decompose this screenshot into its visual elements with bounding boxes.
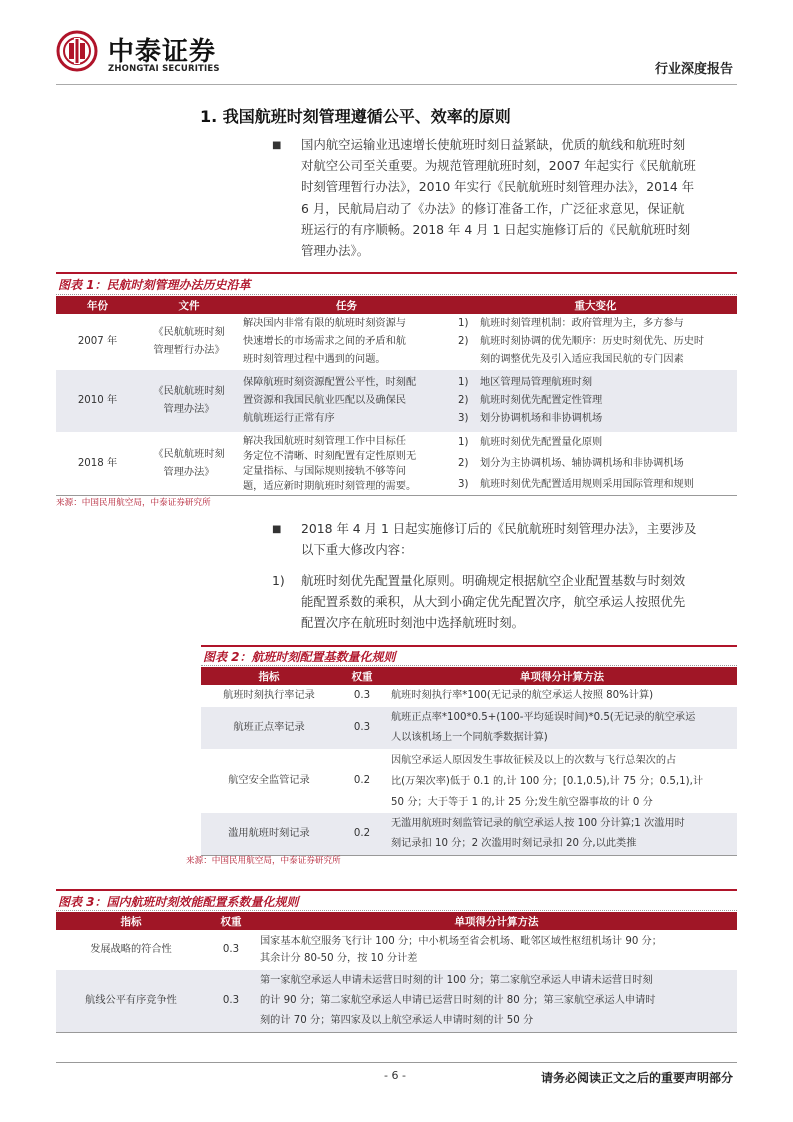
cell-weight: 0.3 [206, 970, 256, 1032]
table1-source: 来源：中国民用航空局，中泰证券研究所 [56, 498, 211, 508]
efficiency-quantification-table [56, 912, 737, 1033]
para-line: 时刻管理暂行办法》，2010 年实行《民航航班时刻管理办法》，2014 年 [301, 179, 695, 195]
cell-year: 2007 年 [77, 336, 118, 347]
table-row [201, 813, 737, 855]
col-header-task: 任务 [239, 296, 454, 314]
para-line: 班运行的有序顺畅。2018 年 4 月 1 日起实施修订后的《民航航班时刻 [301, 221, 691, 237]
col-header-weight: 权重 [206, 912, 256, 930]
item1-paragraph [301, 570, 741, 634]
cell-task: 解决我国航班时刻管理工作中目标任 务定位不清晰、时刻配置有定性原则无 定量指标、与国际规则接轨不够等问 题，适应新时期航班时刻管理的需要。 [243, 435, 417, 492]
chart1-title: 图表 1：民航时刻管理办法历史沿革 [58, 278, 251, 292]
chart3-title: 图表 3：国内航班时刻效能配置系数量化规则 [58, 895, 299, 909]
col-header-doc: 文件 [139, 296, 239, 314]
section-title: 1. 我国航班时刻管理遵循公平、效率的原则 [200, 107, 511, 126]
table-row [56, 314, 737, 370]
table-row [56, 370, 737, 432]
history-table [56, 296, 737, 496]
col-header-indicator: 指标 [201, 667, 337, 685]
para-line: 2018 年 4 月 1 日起实施修订后的《民航航班时刻管理办法》，主要涉及 [301, 521, 697, 536]
header-divider [56, 84, 737, 85]
footer-divider [56, 1062, 737, 1063]
col-header-year: 年份 [56, 296, 139, 314]
table-row [201, 685, 737, 707]
cell-doc: 《民航航班时刻 管理暂行办法》 [153, 327, 225, 356]
para-line: 配置次序在航班时刻池中选择航班时刻。 [301, 615, 525, 631]
table-row [56, 970, 737, 1032]
report-type: 行业深度报告 [654, 62, 733, 77]
brand-name-cn: 中泰证券 [108, 37, 217, 67]
para-line: 国内航空运输业迅速增长使航班时刻日益紧缺，优质的航线和航班时刻 [301, 137, 686, 152]
table2-source: 来源：中国民用航空局，中泰证券研究所 [186, 856, 341, 866]
footer-disclaimer: 请务必阅读正文之后的重要声明部分 [540, 1071, 733, 1085]
cell-method: 航班正点率*100*0.5+(100-平均延误时间)*0.5(无记录的航空承运 人以该机场上一个同航季数据计算) [387, 707, 737, 749]
cell-weight: 0.3 [337, 707, 387, 749]
cell-weight: 0.2 [353, 775, 371, 786]
cell-weight: 0.3 [222, 944, 240, 955]
cell-indicator: 航班时刻执行率记录 [223, 690, 315, 701]
company-logo-icon [56, 30, 98, 72]
col-header-indicator: 指标 [56, 912, 206, 930]
cell-method: 国家基本航空服务飞行计 100 分；中小机场至省会机场、毗邻区域性枢纽机场计 90 分； 其余计分 80-50 分，按 10 分计差 [260, 936, 662, 964]
chart3-top-rule [56, 889, 737, 891]
para-line: 以下重大修改内容： [301, 542, 413, 558]
base-quantification-table [201, 667, 737, 856]
bullet-icon: ■ [272, 524, 282, 535]
table-row [201, 749, 737, 813]
para-line: 航班时刻优先配置量化原则。明确规定根据航空企业配置基数与时刻效 [301, 573, 686, 588]
cell-year: 2018 年 [77, 457, 118, 469]
cell-indicator: 航空安全监管记录 [228, 775, 310, 786]
cell-weight: 0.2 [337, 813, 387, 855]
chart1-top-rule [56, 272, 737, 274]
cell-weight: 0.3 [353, 690, 371, 701]
changes-intro-paragraph [301, 518, 741, 560]
cell-changes: 1) 航班时刻优先配置量化原则 2) 划分为主协调机场、辅协调机场和非协调机场 3) 航班时刻优先配置适用规则采用国际管理和规则 [458, 437, 694, 490]
chart2-top-rule [201, 645, 737, 647]
table-row [201, 707, 737, 749]
cell-indicator: 滥用航班时刻记录 [201, 813, 337, 855]
cell-changes: 1) 航班时刻管理机制：政府管理为主，多方参与 2) 航班时刻协调的优先顺序：历史时刻优先、历史时 刻的调整优先及引入适应我国民航的专门因素 [458, 318, 705, 365]
cell-method: 因航空承运人原因发生事故征候及以上的次数与飞行总架次的占 比(万架次率)低于 0.1 的,计 100 分；[0.1,0.5),计 75 分；0.5,1),计 50 分；大于等于 1 的,计 25 分;发生航空器事故的计 0 分 [391, 754, 704, 808]
para-line: 对航空公司至关重要。为规范管理航班时刻，2007 年起实行《民航航班 [301, 158, 696, 174]
intro-paragraph [301, 134, 741, 261]
item-number: 1) [272, 573, 285, 588]
table-row [56, 930, 737, 970]
chart2-title: 图表 2：航班时刻配置基数量化规则 [203, 650, 396, 664]
cell-task: 解决国内非常有限的航班时刻资源与 快速增长的市场需求之间的矛盾和航 班时刻管理过程中遇到的问题。 [243, 318, 406, 365]
col-header-changes: 重大变化 [454, 296, 737, 314]
para-line: 管理办法》。 [301, 243, 370, 259]
cell-doc: 《民航航班时刻 管理办法》 [139, 370, 239, 432]
cell-indicator: 航班正点率记录 [201, 707, 337, 749]
cell-method: 航班时刻执行率*100(无记录的航空承运人按照 80%计算) [391, 690, 654, 701]
col-header-method: 单项得分计算方法 [387, 667, 737, 685]
col-header-method: 单项得分计算方法 [256, 912, 737, 930]
bullet-icon: ■ [272, 140, 282, 151]
table-row [56, 432, 737, 496]
para-line: 6 月，民航局启动了《办法》的修订准备工作，广泛征求意见，保证航 [301, 200, 685, 216]
chart1-title-rule [56, 294, 737, 295]
cell-method: 第一家航空承运人申请未运营日时刻的计 100 分；第二家航空承运人申请未运营日时刻 的计 90 分；第二家航空承运人申请已运营日时刻的计 80 分；第三家航空承运人申请时 刻的计 70 分；第四家及以上航空承运人申请时刻的计 50 分 [256, 970, 737, 1032]
cell-task: 保障航班时刻资源配置公平性，时刻配 置资源和我国民航业匹配以及确保民 航航班运行正常有序 [239, 370, 454, 432]
chart2-title-rule [201, 665, 737, 666]
cell-method: 无滥用航班时刻监管记录的航空承运人按 100 分计算;1 次滥用时 刻记录扣 10 分；2 次滥用时刻记录扣 20 分,以此类推 [387, 813, 737, 855]
cell-indicator: 发展战略的符合性 [90, 944, 172, 955]
chart3-title-rule [56, 910, 737, 911]
para-line: 能配置系数的乘积，从大到小确定优先配置次序，航空承运人按照优先 [301, 594, 686, 610]
cell-year: 2010 年 [56, 370, 139, 432]
page-number: - 6 - [384, 1069, 406, 1082]
col-header-weight: 权重 [337, 667, 387, 685]
cell-indicator: 航线公平有序竞争性 [56, 970, 206, 1032]
brand-name-en: ZHONGTAI SECURITIES [108, 64, 220, 74]
cell-changes: 1) 地区管理局管理航班时刻 2) 航班时刻优先配置定性管理 3) 划分协调机场和非协调机场 [454, 370, 737, 432]
cell-doc: 《民航航班时刻 管理办法》 [153, 448, 225, 478]
